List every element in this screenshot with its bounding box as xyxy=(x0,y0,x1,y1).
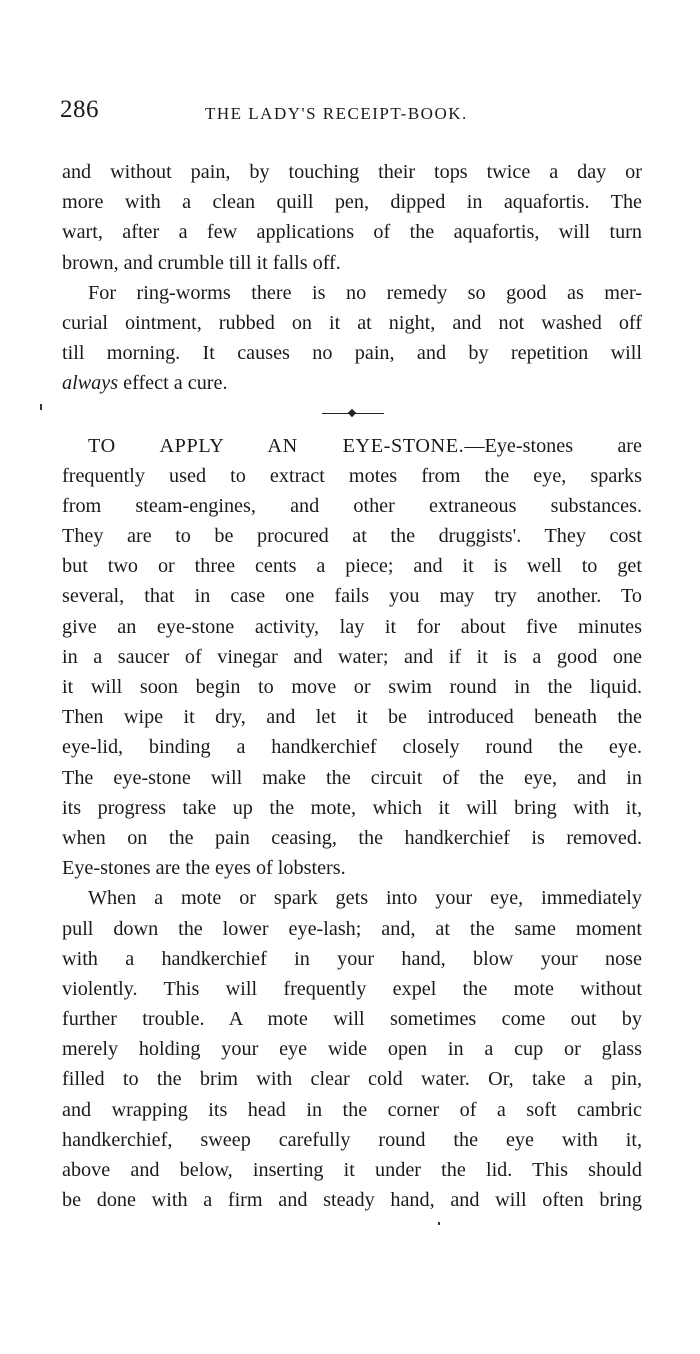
text-line: when on the pain ceasing, the handkerchief is removed. xyxy=(62,826,642,849)
text-line: They are to be procured at the druggists'. They cost xyxy=(62,525,642,548)
section-eye-stone xyxy=(62,431,642,884)
text-line: pull down the lower eye-lash; and, at the same moment xyxy=(62,917,642,940)
text-line: but two or three cents a piece; and it is well to get xyxy=(62,555,642,578)
paragraph-ring-worms xyxy=(62,278,642,399)
text-line: give an eye-stone activity, lay it for about five minutes xyxy=(62,615,642,638)
text-line: it will soon begin to move or swim round in the liquid. xyxy=(62,676,642,698)
page-number: 286 xyxy=(60,96,99,123)
text-line: merely holding your eye wide open in a cup or glass xyxy=(62,1038,642,1061)
text-line: more with a clean quill pen, dipped in aquafortis. The xyxy=(62,191,642,214)
text-line xyxy=(62,368,642,398)
text-line: its progress take up the mote, which it will bring with it, xyxy=(62,796,642,819)
text-line: filled to the brim with clear cold water. Or, take a pin, xyxy=(62,1068,642,1091)
scan-speck xyxy=(40,404,42,410)
text-run: —Eye-stones are xyxy=(464,434,642,457)
text-line: further trouble. A mote will sometimes come out by xyxy=(62,1008,642,1031)
text-line: For ring-worms there is no remedy so good as mer- xyxy=(88,281,642,304)
section-divider xyxy=(62,399,642,431)
text-line: be done with a firm and steady hand, and will often bring xyxy=(62,1189,642,1212)
text-line: above and below, inserting it under the lid. This should xyxy=(62,1159,642,1181)
text-line: violently. This will frequently expel the mote without xyxy=(62,977,642,1000)
paragraph-mote-in-eye xyxy=(62,883,642,1215)
scan-speck xyxy=(438,1222,440,1225)
divider-diamond-ornament xyxy=(348,408,356,416)
text-run: effect a cure. xyxy=(118,372,228,395)
text-line: and without pain, by touching their tops twice a day or xyxy=(62,161,642,183)
running-head: THE LADY'S RECEIPT-BOOK. xyxy=(205,104,468,123)
text-line: Then wipe it dry, and let it be introduced beneath the xyxy=(62,706,642,729)
section-heading-line xyxy=(62,431,642,461)
text-line: wart, after a few applications of the aquafortis, will turn xyxy=(62,221,642,244)
text-line: When a mote or spark gets into your eye, immediately xyxy=(88,887,642,910)
page-body xyxy=(62,157,642,1215)
text-line: till morning. It causes no pain, and by repetition will xyxy=(62,342,642,365)
text-line: several, that in case one fails you may try another. To xyxy=(62,585,642,608)
text-line: and wrapping its head in the corner of a soft cambric xyxy=(62,1098,642,1121)
text-line: with a handkerchief in your hand, blow your nose xyxy=(62,947,642,970)
italic-word: always xyxy=(62,372,119,395)
page-header xyxy=(60,96,650,136)
text-line: The eye-stone will make the circuit of the eye, and in xyxy=(62,766,642,789)
text-line: in a saucer of vinegar and water; and if it is a good one xyxy=(62,645,642,668)
text-line: frequently used to extract motes from the eye, sparks xyxy=(62,464,642,487)
section-heading: TO APPLY AN EYE-STONE. xyxy=(88,434,465,457)
text-line: Eye-stones are the eyes of lobsters. xyxy=(62,857,346,880)
text-line: curial ointment, rubbed on it at night, and not washed off xyxy=(62,311,642,334)
text-line: brown, and crumble till it falls off. xyxy=(62,251,341,274)
text-line: eye-lid, binding a handkerchief closely round the eye. xyxy=(62,736,642,759)
text-line: from steam-engines, and other extraneous substances. xyxy=(62,494,642,517)
paragraph-warts-continued xyxy=(62,157,642,278)
text-line: handkerchief, sweep carefully round the eye with it, xyxy=(62,1128,642,1151)
